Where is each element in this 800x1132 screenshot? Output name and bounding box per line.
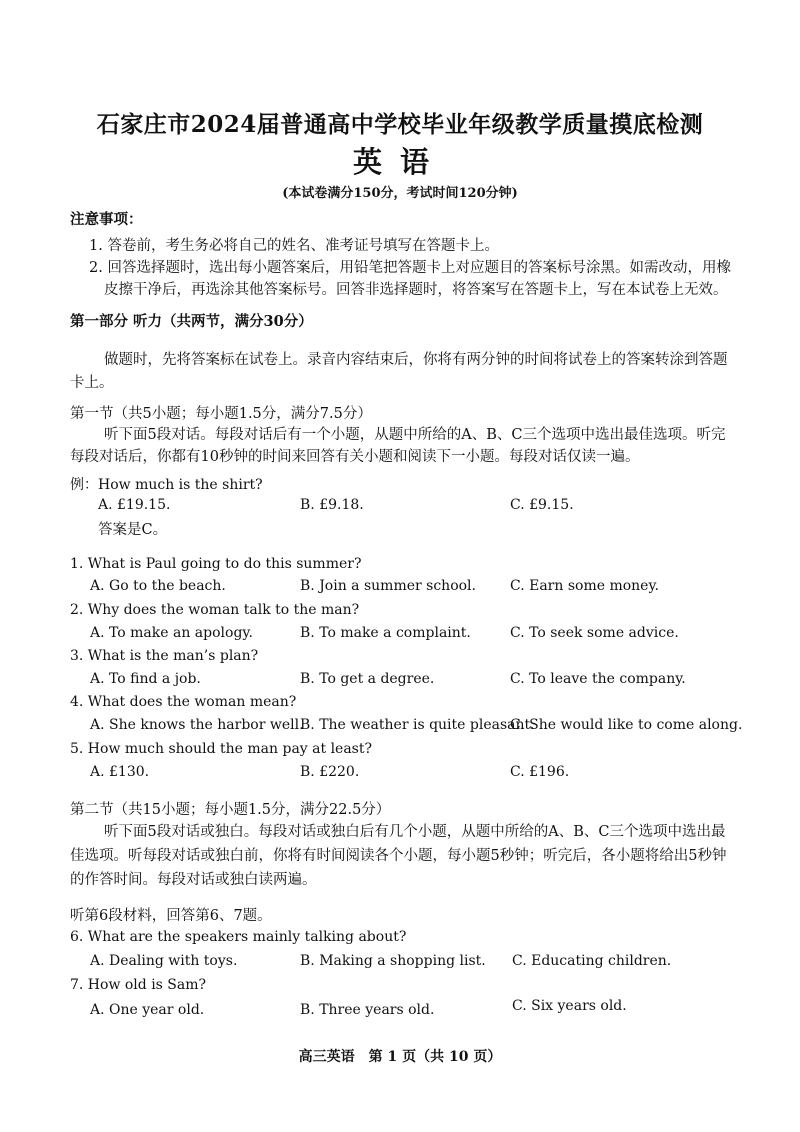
section2-instr-line2: 佳选项。听每段对话或独白前，你将有时间阅读各个小题，每小题5秒钟；听完后，各小题将给出5秒钟	[70, 848, 727, 864]
section1-heading: 第一节（共5小题；每小题1.5分，满分7.5分）	[70, 406, 372, 422]
notes-heading: 注意事项：	[70, 211, 143, 228]
question-1-option-b: B. Join a summer school.	[300, 578, 476, 594]
material-6-heading: 听第6段材料，回答第6、7题。	[70, 908, 272, 924]
notes-item-2-line2: 皮擦干净后，再选涂其他答案标号。回答非选择题时，将答案写在答题卡上，写在本试卷上无效。	[104, 282, 728, 298]
section1-instr-line1: 听下面5段对话。每段对话后有一个小题，从题中所给的A、B、C三个选项中选出最佳选项。听完	[104, 427, 726, 443]
question-1-option-a: A. Go to the beach.	[90, 578, 226, 594]
question-1-option-c: C. Earn some money.	[510, 578, 659, 594]
part1-heading: 第一部分 听力（共两节，满分30分）	[70, 313, 313, 330]
question-5: 5. How much should the man pay at least?	[70, 741, 372, 757]
question-6-option-b: B. Making a shopping list.	[300, 953, 486, 969]
question-4: 4. What does the woman mean?	[70, 694, 297, 710]
question-6: 6. What are the speakers mainly talking about?	[70, 929, 407, 945]
page-footer: 高三英语 第 1 页（共 10 页）	[298, 1049, 502, 1065]
question-3-option-b: B. To get a degree.	[300, 671, 435, 687]
question-7-option-a: A. One year old.	[90, 1002, 205, 1018]
part1-intro-line1: 做题时，先将答案标在试卷上。录音内容结束后，你将有两分钟的时间将试卷上的答案转涂到答题	[104, 352, 728, 368]
question-4-option-c: C. She would like to come along.	[510, 717, 743, 733]
question-6-option-a: A. Dealing with toys.	[90, 953, 238, 969]
question-5-option-c: C. £196.	[510, 764, 570, 780]
question-7-option-c: C. Six years old.	[512, 998, 627, 1014]
exam-info: (本试卷满分150分，考试时间120分钟)	[282, 186, 518, 201]
example-option-c: C. £9.15.	[510, 497, 574, 513]
question-2-option-b: B. To make a complaint.	[300, 625, 471, 641]
example-question: 例：How much is the shirt?	[70, 477, 263, 493]
notes-item-2-line1: 2. 回答选择题时，选出每小题答案后，用铅笔把答题卡上对应题目的答案标号涂黑。如需改动，用橡	[89, 260, 731, 276]
section2-instr-line3: 的作答时间。每段对话或独白读两遍。	[70, 872, 317, 888]
question-4-option-b: B. The weather is quite pleasant.	[300, 717, 535, 733]
example-option-a: A. £19.15.	[98, 497, 171, 513]
question-3-option-a: A. To find a job.	[90, 671, 201, 687]
question-1: 1. What is Paul going to do this summer?	[70, 556, 362, 572]
subject-title: 英语	[352, 145, 447, 179]
section2-instr-line1: 听下面5段对话或独白。每段对话或独白后有几个小题，从题中所给的A、B、C三个选项中选出最	[104, 824, 726, 840]
question-2: 2. Why does the woman talk to the man?	[70, 602, 360, 618]
question-2-option-c: C. To seek some advice.	[510, 625, 679, 641]
exam-title: 石家庄市2024届普通高中学校毕业年级教学质量摸底检测	[96, 111, 704, 138]
question-2-option-a: A. To make an apology.	[90, 625, 253, 641]
part1-intro-line2: 卡上。	[70, 375, 114, 391]
question-5-option-a: A. £130.	[90, 764, 150, 780]
example-answer: 答案是C。	[98, 522, 168, 538]
section1-instr-line2: 每段对话后，你都有10秒钟的时间来回答有关小题和阅读下一小题。每段对话仅读一遍。	[70, 449, 640, 465]
example-option-b: B. £9.18.	[300, 497, 364, 513]
question-7: 7. How old is Sam?	[70, 977, 207, 993]
question-3: 3. What is the man’s plan?	[70, 648, 259, 664]
question-4-option-a: A. She knows the harbor well.	[90, 717, 304, 733]
question-5-option-b: B. £220.	[300, 764, 360, 780]
notes-item-1: 1. 答卷前，考生务必将自己的姓名、准考证号填写在答题卡上。	[89, 238, 499, 254]
section2-heading: 第二节（共15小题；每小题1.5分，满分22.5分）	[70, 802, 391, 818]
question-7-option-b: B. Three years old.	[300, 1002, 435, 1018]
question-6-option-c: C. Educating children.	[512, 953, 672, 969]
question-3-option-c: C. To leave the company.	[510, 671, 686, 687]
